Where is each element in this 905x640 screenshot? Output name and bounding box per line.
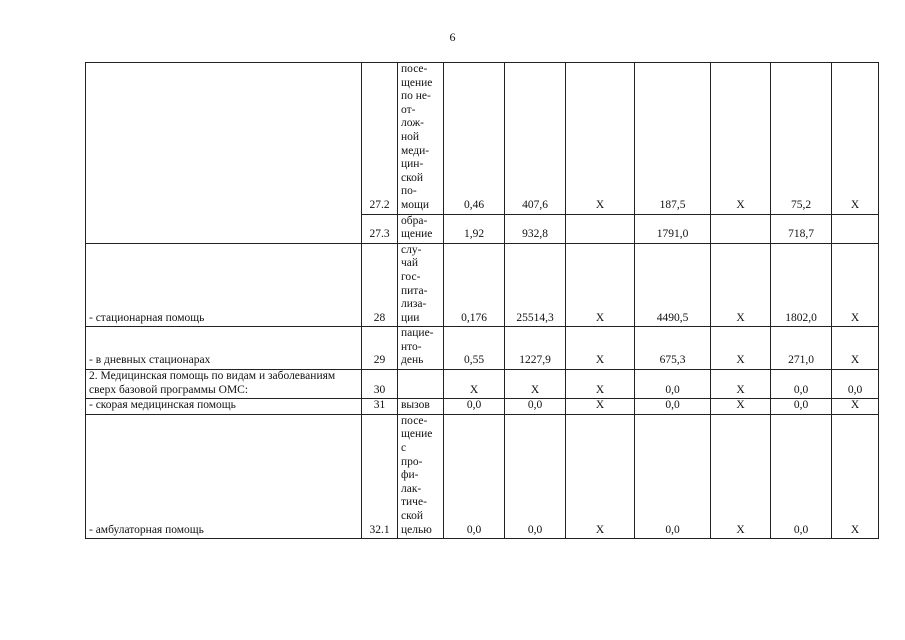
table-row <box>86 399 879 415</box>
value-cell: 0,0 <box>505 414 566 538</box>
value-cell: 0,0 <box>444 399 505 415</box>
value-cell: 0,0 <box>444 414 505 538</box>
unit-cell: посе- щение с про- фи- лак- тиче- ской целью <box>398 414 444 538</box>
value-cell: 4490,5 <box>635 243 711 327</box>
value-cell: X <box>566 327 635 370</box>
table-row <box>86 327 879 370</box>
value-cell: X <box>711 243 771 327</box>
value-cell: X <box>566 243 635 327</box>
value-cell: 271,0 <box>771 327 832 370</box>
row-number-cell: 32.1 <box>362 414 398 538</box>
table-row <box>86 243 879 327</box>
value-cell: 1802,0 <box>771 243 832 327</box>
value-cell: 0,0 <box>832 370 879 399</box>
unit-cell: обра- щение <box>398 214 444 243</box>
row-name-cell: - скорая медицинская помощь <box>86 399 362 415</box>
value-cell: 0,0 <box>635 399 711 415</box>
value-cell: 0,0 <box>771 399 832 415</box>
row-name-cell: - стационарная помощь <box>86 243 362 327</box>
value-cell: X <box>566 63 635 215</box>
value-cell: 187,5 <box>635 63 711 215</box>
data-table <box>85 62 879 539</box>
value-cell: X <box>566 399 635 415</box>
value-cell: 407,6 <box>505 63 566 215</box>
value-cell: 718,7 <box>771 214 832 243</box>
value-cell: 932,8 <box>505 214 566 243</box>
value-cell: X <box>832 414 879 538</box>
page-number: 6 <box>449 30 456 44</box>
unit-cell: посе- щение по не- от- лож- ной меди- цин- ской по- мощи <box>398 63 444 215</box>
value-cell: 75,2 <box>771 63 832 215</box>
value-cell <box>711 214 771 243</box>
row-number-cell: 30 <box>362 370 398 399</box>
value-cell: X <box>566 414 635 538</box>
row-number-cell: 27.2 <box>362 63 398 215</box>
value-cell: 675,3 <box>635 327 711 370</box>
value-cell: 1227,9 <box>505 327 566 370</box>
value-cell: 25514,3 <box>505 243 566 327</box>
value-cell: X <box>711 327 771 370</box>
value-cell <box>566 214 635 243</box>
table-row <box>86 370 879 399</box>
value-cell: 0,176 <box>444 243 505 327</box>
row-name-cell: - в дневных стационарах <box>86 327 362 370</box>
unit-cell: пацие- нто- день <box>398 327 444 370</box>
value-cell: X <box>711 370 771 399</box>
value-cell: X <box>832 399 879 415</box>
unit-cell: слу- чай гос- пита- лиза- ции <box>398 243 444 327</box>
value-cell: 0,0 <box>505 399 566 415</box>
value-cell: X <box>832 63 879 215</box>
value-cell: X <box>566 370 635 399</box>
value-cell: 0,0 <box>635 370 711 399</box>
row-name-cell: - амбулаторная помощь <box>86 414 362 538</box>
unit-cell <box>398 370 444 399</box>
row-number-cell: 28 <box>362 243 398 327</box>
unit-cell: вызов <box>398 399 444 415</box>
value-cell: X <box>711 63 771 215</box>
row-number-cell: 31 <box>362 399 398 415</box>
value-cell: X <box>832 327 879 370</box>
table-body <box>86 63 879 539</box>
row-name-cell <box>86 63 362 244</box>
value-cell: 0,0 <box>635 414 711 538</box>
table-row <box>86 63 879 215</box>
value-cell: 0,0 <box>771 414 832 538</box>
value-cell: X <box>711 399 771 415</box>
value-cell: 0,0 <box>771 370 832 399</box>
row-number-cell: 27.3 <box>362 214 398 243</box>
value-cell: 0,55 <box>444 327 505 370</box>
value-cell <box>832 214 879 243</box>
value-cell: X <box>444 370 505 399</box>
table-row <box>86 414 879 538</box>
value-cell: 1,92 <box>444 214 505 243</box>
value-cell: X <box>711 414 771 538</box>
value-cell: X <box>505 370 566 399</box>
row-name-cell: 2. Медицинская помощь по видам и заболеваниям сверх базовой программы ОМС: <box>86 370 362 399</box>
value-cell: 1791,0 <box>635 214 711 243</box>
value-cell: X <box>832 243 879 327</box>
value-cell: 0,46 <box>444 63 505 215</box>
row-number-cell: 29 <box>362 327 398 370</box>
